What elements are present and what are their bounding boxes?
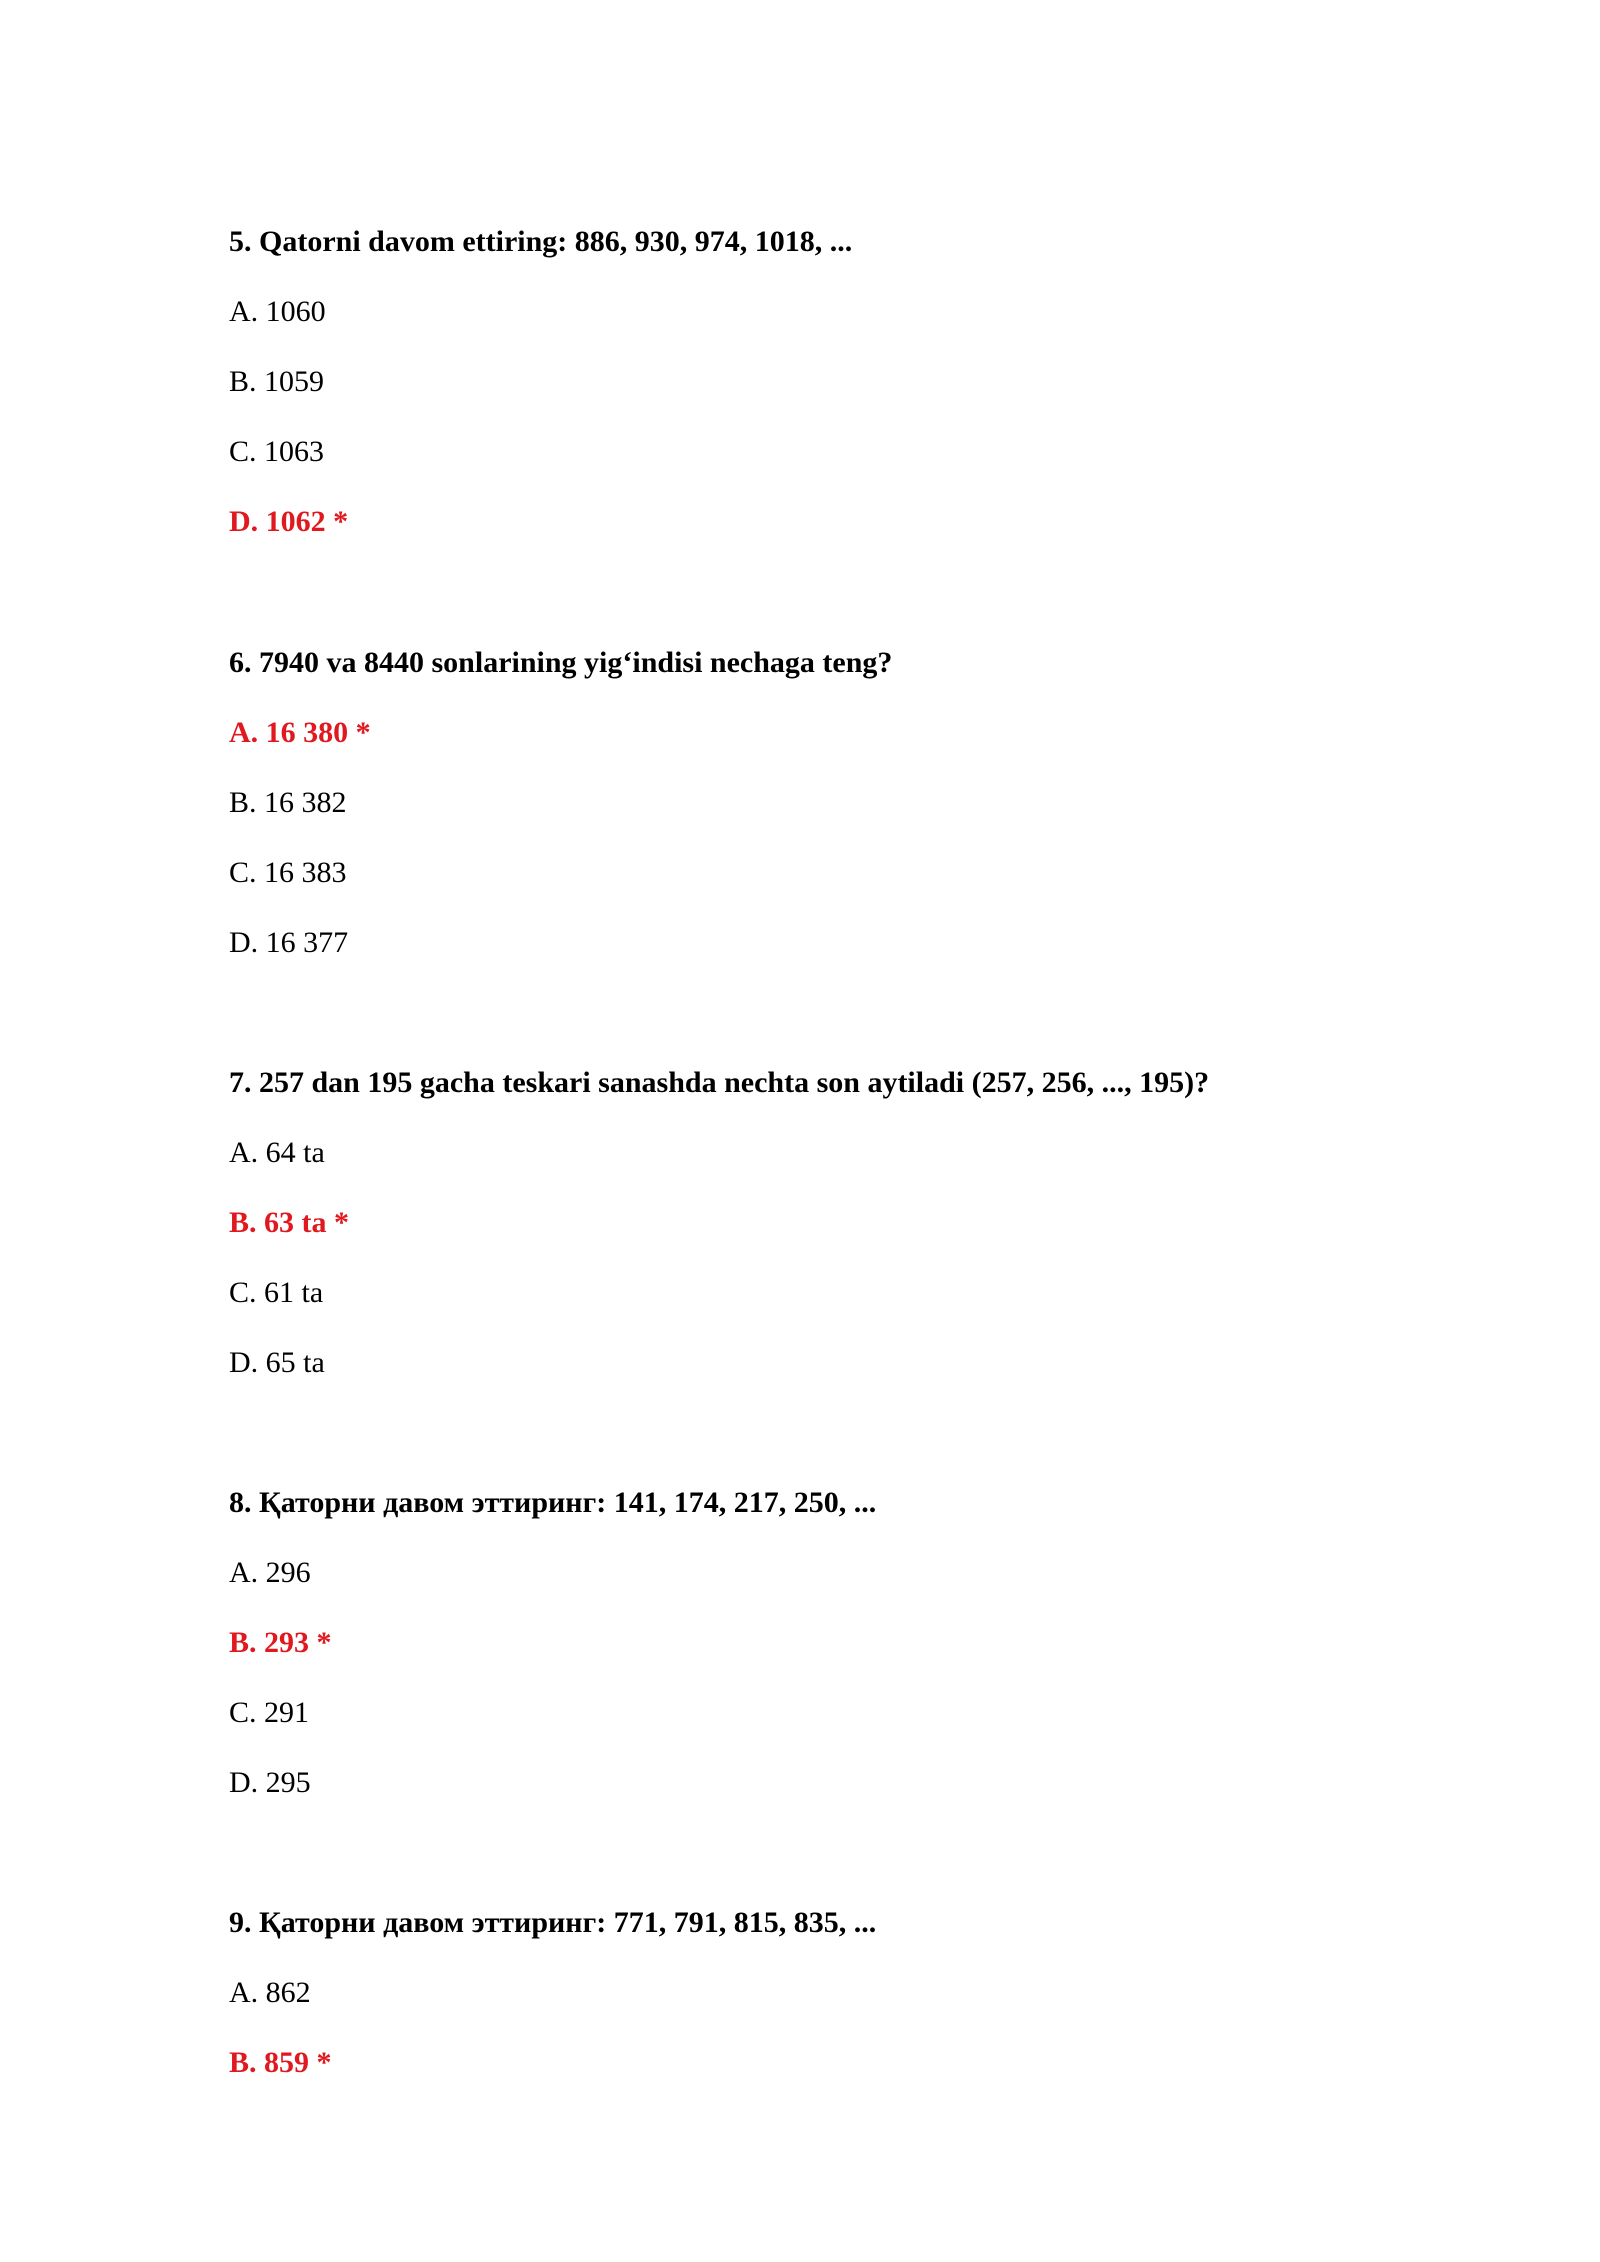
answer-option-b: B. 63 ta * xyxy=(229,1206,349,1239)
answer-option-d: D. 16 377 xyxy=(229,926,349,959)
question-text: 9. Қаторни давом эттиринг: 771, 791, 815, 835, ... xyxy=(229,1906,877,1939)
answer-option-b: B. 1059 xyxy=(229,365,325,398)
question-text: 5. Qatorni davom ettiring: 886, 930, 974, 1018, ... xyxy=(229,225,853,258)
answer-option-b: B. 859 * xyxy=(229,2046,332,2079)
answer-option-a: A. 16 380 * xyxy=(229,716,371,749)
question-9 xyxy=(229,1905,1429,2081)
answer-option-c: C. 16 383 xyxy=(229,856,347,889)
answer-option-a: A. 64 ta xyxy=(229,1136,325,1169)
question-text: 6. 7940 va 8440 sonlarining yig‘indisi nechaga teng? xyxy=(229,646,893,679)
answer-options xyxy=(229,1975,1429,2081)
question-text: 7. 257 dan 195 gacha teskari sanashda nechta son aytiladi (257, 256, ..., 195)? xyxy=(229,1066,1210,1099)
question-5 xyxy=(229,224,1429,540)
question-text: 8. Қаторни давом эттиринг: 141, 174, 217, 250, ... xyxy=(229,1486,877,1519)
answer-option-c: C. 291 xyxy=(229,1696,310,1729)
answer-option-d: D. 295 xyxy=(229,1766,311,1799)
answer-options xyxy=(229,715,1429,961)
answer-option-c: C. 1063 xyxy=(229,435,325,468)
answer-option-c: C. 61 ta xyxy=(229,1276,324,1309)
answer-option-d: D. 1062 * xyxy=(229,505,349,538)
answer-options xyxy=(229,1555,1429,1801)
answer-option-d: D. 65 ta xyxy=(229,1346,325,1379)
answer-options xyxy=(229,1135,1429,1381)
answer-option-b: B. 293 * xyxy=(229,1626,332,1659)
answer-option-a: A. 1060 xyxy=(229,295,326,328)
question-7 xyxy=(229,1065,1429,1381)
answer-option-a: A. 862 xyxy=(229,1976,311,2009)
question-6 xyxy=(229,645,1429,961)
answer-option-b: B. 16 382 xyxy=(229,786,347,819)
answer-option-a: A. 296 xyxy=(229,1556,311,1589)
question-8 xyxy=(229,1485,1429,1801)
answer-options xyxy=(229,294,1429,540)
